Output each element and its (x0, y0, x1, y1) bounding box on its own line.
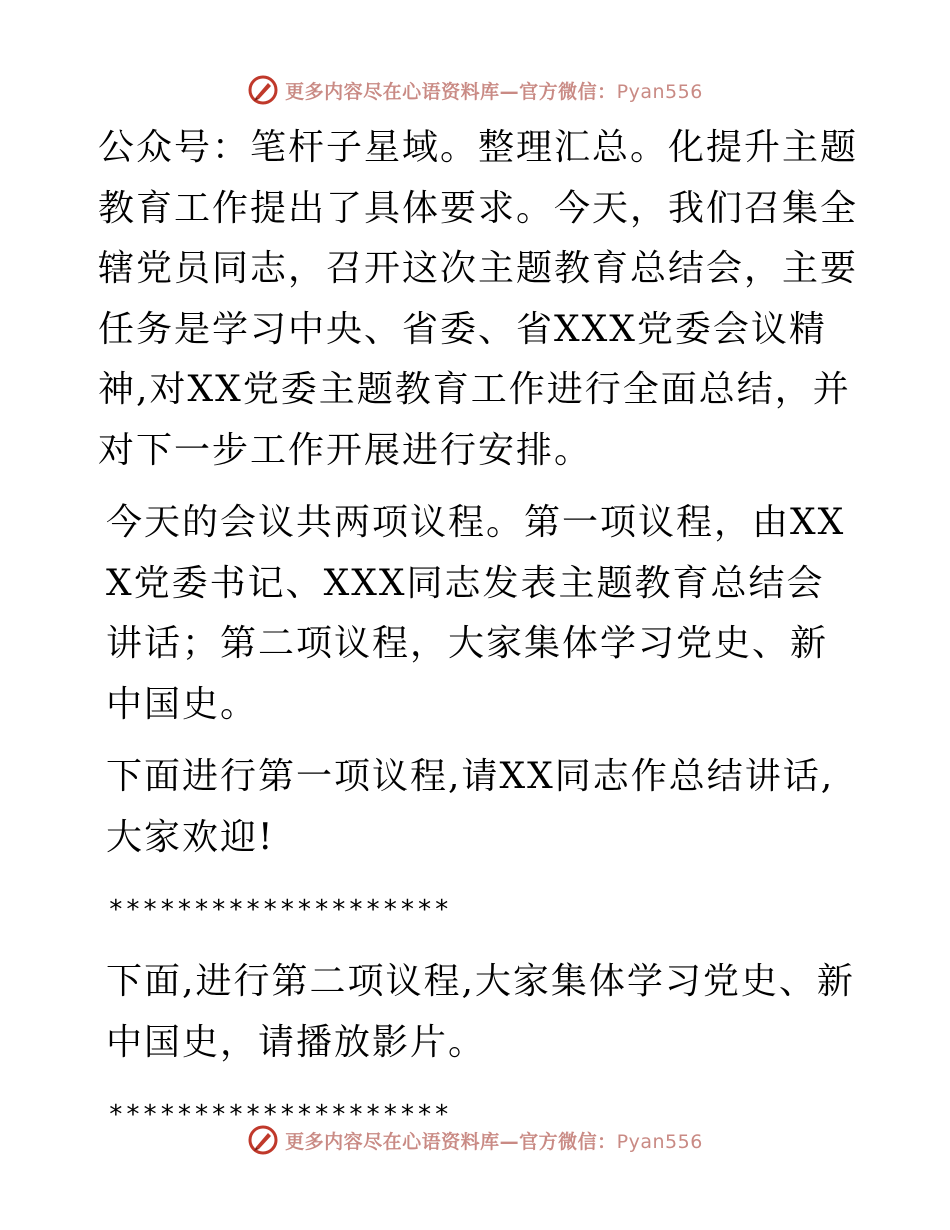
footer-banner-text: 更多内容尽在心语资料库—官方微信：Pyan556 (285, 1130, 703, 1153)
separator-2: ******************** (108, 1100, 452, 1130)
document-body (98, 118, 858, 1145)
pen-logo-icon (247, 74, 279, 106)
header-banner (0, 70, 950, 110)
paragraph-4: 下面,进行第二项议程,大家集体学习党史、新中国史，请播放影片。 (106, 961, 855, 1063)
paragraph-1: 公众号：笔杆子星域。整理汇总。化提升主题教育工作提出了具体要求。今天，我们召集全辖党员同志，召开这次主题教育总结会，主要任务是学习中央、省委、省XXX党委会议精神,对XX党委主题教育工作进行全面总结，并对下一步工作开展进行安排。 (98, 127, 859, 471)
footer-banner-account: Pyan556 (616, 1130, 703, 1153)
paragraph-3: 下面进行第一项议程,请XX同志作总结讲话,大家欢迎! (106, 756, 835, 858)
header-banner-text: 更多内容尽在心语资料库—官方微信：Pyan556 (285, 80, 703, 103)
separator-1: ******************** (108, 895, 452, 925)
paragraph-2: 今天的会议共两项议程。第一项议程，由XXX党委书记、XXX同志发表主题教育总结会讲话；第二项议程，大家集体学习党史、新中国史。 (106, 502, 846, 725)
header-banner-account: Pyan556 (616, 80, 703, 103)
pen-logo-icon (247, 1124, 279, 1156)
footer-banner (0, 1120, 950, 1160)
